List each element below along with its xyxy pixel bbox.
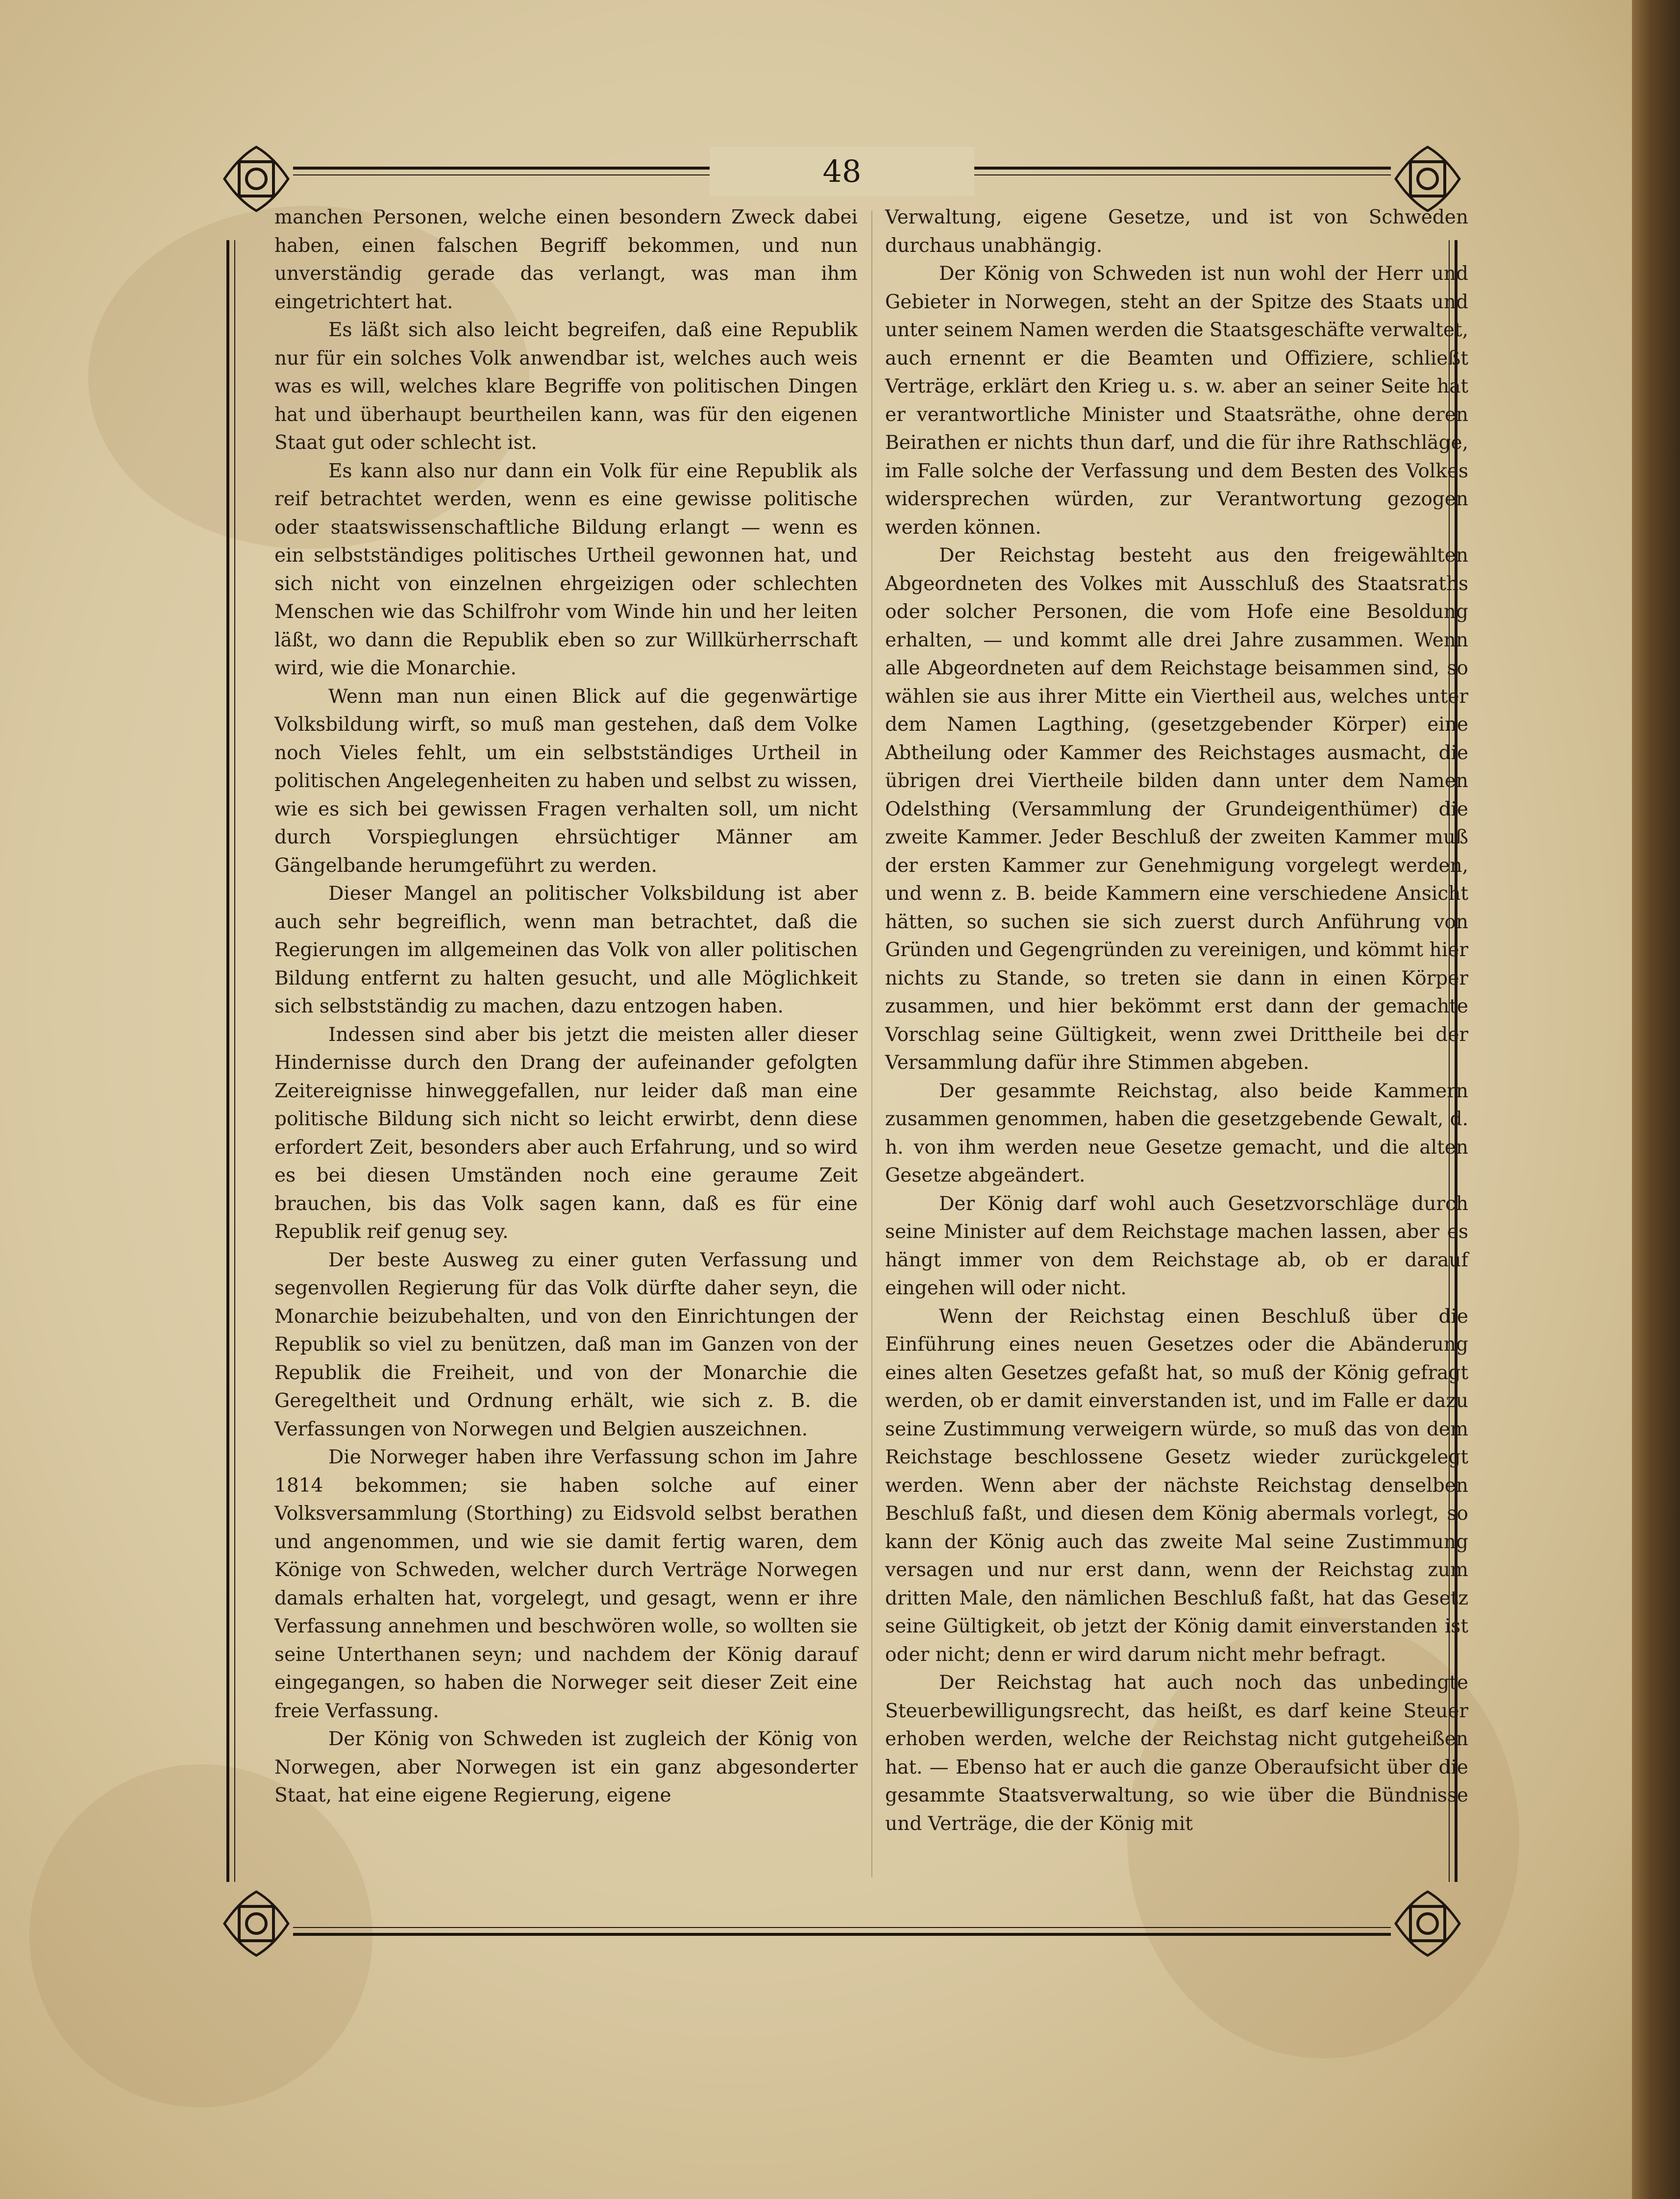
right-column <box>885 203 1468 1838</box>
paragraph: manchen Personen, welche einen besondern Zweck dabei haben, einen falschen Begriff bekommen, und nun unverständig gerade das verlangt, was man ihm eingetrichtert hat. <box>274 206 858 313</box>
frame-border-left-inner <box>234 240 235 1882</box>
page-number-box <box>710 147 974 196</box>
paragraph: Der König von Schweden ist zugleich der König von Norwegen, aber Norwegen ist ein ganz abgesonderter Staat, hat eine eigene Regierung, eigene <box>274 1728 858 1806</box>
paragraph: Der Reichstag besteht aus den freigewählten Abgeordneten des Volkes mit Ausschluß des Staatsraths oder solcher Personen, die vom Hofe eine Besoldung erhalten, — und kommt alle drei Jahre zusammen. Wenn alle Abgeordneten auf dem Reichstage beisammen sind, so wählen sie aus ihrer Mitte ein Viertheil aus, welches unter dem Namen Lagthing, (gesetzgebender Körper) eine Abtheilung oder Kammer des Reichstages ausmacht, die übrigen drei Viertheile bilden dann unter dem Namen Odelsthing (Versammlung der Grundeigenthümer) die zweite Kammer. Jeder Beschluß der zweiten Kammer muß der ersten Kammer zur Genehmigung vorgelegt werden, und wenn z. B. beide Kammern eine verschiedene Ansicht hätten, so suchen sie sich zuerst durch Anführung von Gründen und Gegengründen zu vereinigen, und kömmt hier nichts zu Stande, so treten sie dann in einen Körper zusammen, und hier bekömmt erst dann der gemachte Vorschlag seine Gültigkeit, wenn zwei Drittheile bei der Versammlung dafür ihre Stimmen abgeben. <box>885 544 1468 1074</box>
paragraph: Dieser Mangel an politischer Volksbildung ist aber auch sehr begreiflich, wenn man betrachtet, daß die Regierungen im allgemeinen das Volk von aller politischen Bildung entfernt zu halten gesucht, und alle Möglichkeit sich selbstständig zu machen, dazu entzogen haben. <box>274 883 858 1017</box>
paragraph: Die Norweger haben ihre Verfassung schon im Jahre 1814 bekommen; sie haben solche auf einer Volksversammlung (Storthing) zu Eidsvold selbst berathen und angenommen, und wie sie damit fertig waren, dem Könige von Schweden, welcher durch Verträge Norwegen damals erhalten hat, vorgelegt, und gesagt, wenn er ihre Verfassung annehmen und beschwören wolle, so wollten sie seine Unterthanen seyn; und nachdem der König darauf eingegangen, so haben die Norweger seit dieser Zeit eine freie Verfassung. <box>274 1446 858 1722</box>
frame-border-left <box>226 240 229 1882</box>
corner-ornament-icon <box>215 1882 298 1965</box>
paragraph: Der König darf wohl auch Gesetzvorschläge durch seine Minister auf dem Reichstage machen lassen, aber es hängt immer von dem Reichstage ab, ob er darauf eingehen will oder nicht. <box>885 1192 1468 1299</box>
book-binding-edge <box>1632 0 1680 2199</box>
paragraph: Der Reichstag hat auch noch das unbedingte Steuerbewilligungsrecht, das heißt, es darf keine Steuer erhoben werden, welche der Reichstag nicht gutgeheißen hat. — Ebenso hat er auch die ganze Oberaufsicht über die gesammte Staatsverwaltung, so wie über die Bündnisse und Verträge, die der König mit <box>885 1672 1468 1835</box>
frame-border-bottom <box>293 1933 1391 1936</box>
paragraph: Es läßt sich also leicht begreifen, daß eine Republik nur für ein solches Volk anwendbar ist, welches auch weis was es will, welches klare Begriffe von politischen Dingen hat und überhaupt beurtheilen kann, was für den eigenen Staat gut oder schlecht ist. <box>274 319 858 454</box>
page-number: 48 <box>822 153 862 189</box>
paragraph: Der König von Schweden ist nun wohl der Herr und Gebieter in Norwegen, steht an der Spitze des Staats und unter seinem Namen werden die Staatsgeschäfte verwaltet, auch ernennt er die Beamten und Offiziere, schließt Verträge, erklärt den Krieg u. s. w. aber an seiner Seite hat er verantwortliche Minister und Staatsräthe, ohne deren Beirathen er nichts thun darf, und die für ihre Rathschläge, im Falle solche der Verfassung und dem Besten des Volkes widersprechen würden, zur Verantwortung gezogen werden können. <box>885 263 1468 539</box>
corner-ornament-icon <box>1386 1882 1469 1965</box>
frame-border-bottom-inner <box>293 1927 1391 1928</box>
paragraph: Wenn der Reichstag einen Beschluß über die Einführung eines neuen Gesetzes oder die Abänderung eines alten Gesetzes gefaßt hat, so muß der König gefragt werden, ob er damit einverstanden ist, und im Falle er dazu seine Zustimmung verweigern würde, so muß das von dem Reichstage beschlossene Gesetz wieder zurückgelegt werden. Wenn aber der nächste Reichstag denselben Beschluß faßt, und diesen dem König abermals vorlegt, so kann der König auch das zweite Mal seine Zustimmung versagen und nur erst dann, wenn der Reichstag zum dritten Male, den nämlichen Beschluß faßt, hat das Gesetz seine Gültigkeit, ob jetzt der König damit einverstanden ist oder nicht; denn er wird darum nicht mehr befragt. <box>885 1305 1468 1666</box>
paragraph: Es kann also nur dann ein Volk für eine Republik als reif betrachtet werden, wenn es eine gewisse politische oder staatswissenschaftliche Bildung erlangt — wenn es ein selbstständiges politisches Urtheil gewonnen hat, und sich nicht von einzelnen ehrgeizigen oder schlechten Menschen wie das Schilfrohr vom Winde hin und her leiten läßt, wo dann die Republik eben so zur Willkürherrschaft wird, wie die Monarchie. <box>274 460 858 679</box>
paragraph: Indessen sind aber bis jetzt die meisten aller dieser Hindernisse durch den Drang der aufeinander gefolgten Zeitereignisse hinweggefallen, nur leider daß man eine politische Bildung sich nicht so leicht erwirbt, denn diese erfordert Zeit, besonders aber auch Erfahrung, und so wird es bei diesen Umständen noch eine geraume Zeit brauchen, bis das Volk sagen kann, daß es für eine Republik reif genug sey. <box>274 1023 858 1243</box>
column-divider <box>871 211 872 1877</box>
left-column <box>274 203 858 1810</box>
paragraph: Verwaltung, eigene Gesetze, und ist von Schweden durchaus unabhängig. <box>885 206 1468 257</box>
paragraph: Wenn man nun einen Blick auf die gegenwärtige Volksbildung wirft, so muß man gestehen, daß dem Volke noch Vieles fehlt, um ein selbstständiges Urtheil in politischen Angelegenheiten zu haben und selbst zu wissen, wie es sich bei gewissen Fragen verhalten soll, um nicht durch Vorspieglungen ehrsüchtiger Männer am Gängelbande herumgeführt zu werden. <box>274 685 858 877</box>
paragraph: Der beste Ausweg zu einer guten Verfassung und segenvollen Regierung für das Volk dürfte daher seyn, die Monarchie beizubehalten, und von den Einrichtungen der Republik so viel zu benützen, daß man im Ganzen von der Republik die Freiheit, und von der Monarchie die Geregeltheit und Ordnung erhält, wie sich z. B. die Verfassungen von Norwegen und Belgien auszeichnen. <box>274 1249 858 1440</box>
ornamental-frame <box>220 147 1468 1955</box>
paragraph: Der gesammte Reichstag, also beide Kammern zusammen genommen, haben die gesetzgebende Gewalt, d. h. von ihm werden neue Gesetze gemacht, und die alten Gesetze abgeändert. <box>885 1080 1468 1186</box>
